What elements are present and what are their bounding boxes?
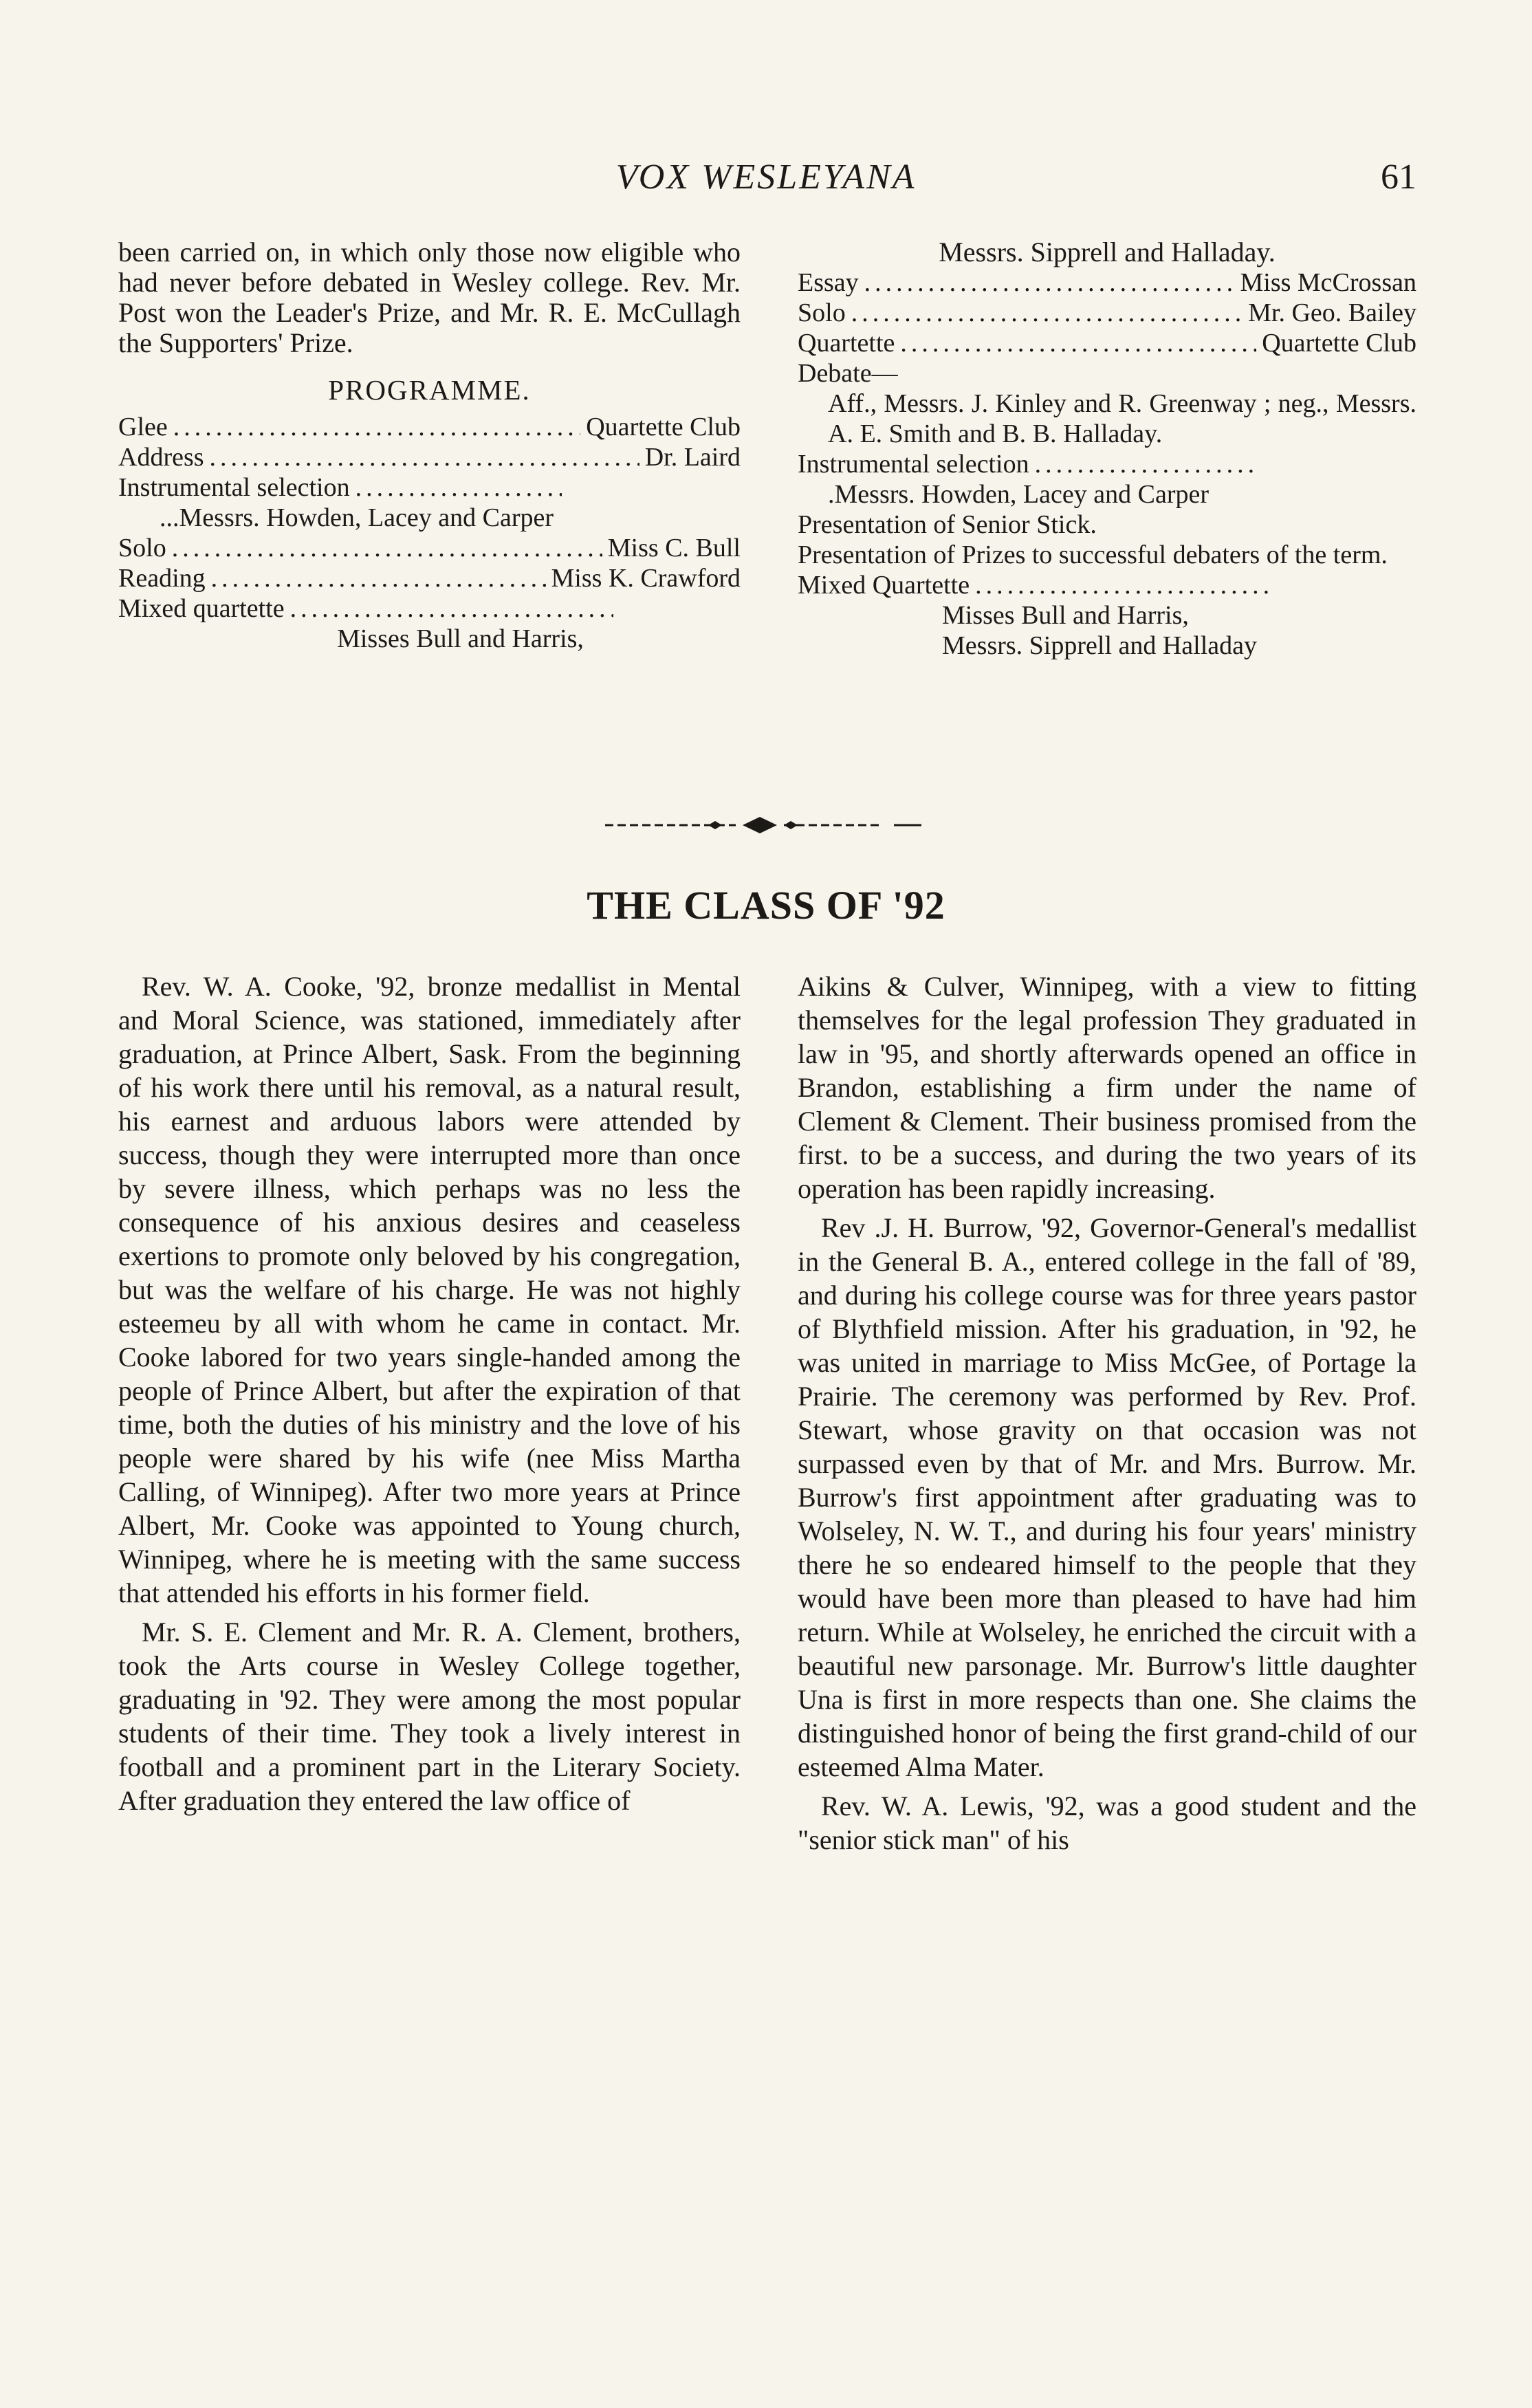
presentation-prizes: Presentation of Prizes to successful debaters of the term. bbox=[798, 540, 1388, 569]
article-column-left bbox=[118, 970, 741, 1817]
programme-item-label: Quartette bbox=[798, 329, 895, 358]
programme-item bbox=[118, 563, 741, 593]
section-title: THE CLASS OF '92 bbox=[587, 883, 945, 928]
leader-dots bbox=[211, 563, 546, 593]
debate-intro-paragraph: been carried on, in which only those now eligible who had never before debated in Wesley college. Rev. Mr. Post won the Leader's Prize, and Mr. R. E. McCullagh the Supporters' Prize. bbox=[118, 237, 741, 358]
article-paragraph: Rev .J. H. Burrow, '92, Governor-General's medallist in the General B. A., entered college in the fall of '89, and during his college course was for three years pastor of Blythfield mission. After his graduation, in '92, he was united in marriage to Miss McGee, of Portage la Prairie. The ceremony was performed by Rev. Prof. Stewart, whose gravity on that occasion was not surpassed even by that of Mr. and Mrs. Burrow. Mr. Burrow's first appointment after graduating was to Wolseley, N. W. T., and during his four years' ministry there he so endeared himself to the people that they would have been more than pleased to have had him return. While at Wolseley, he enriched the circuit with a beautiful new parsonage. Mr. Burrow's little daughter Una is first in more respects than one. She claims the distinguished honor of being the first grand-child of our esteemed Alma Mater. bbox=[798, 1212, 1416, 1782]
programme-performers: Misses Bull and Harris, bbox=[337, 624, 584, 653]
programme-performers: Misses Bull and Harris, bbox=[942, 601, 1189, 630]
programme-item bbox=[118, 412, 741, 442]
programme-item bbox=[798, 570, 1416, 600]
programme-item-value: Quartette Club bbox=[1262, 329, 1416, 358]
journal-title: VOX WESLEYANA bbox=[615, 157, 917, 197]
programme-column-left bbox=[118, 237, 741, 654]
programme-item-label: Reading bbox=[118, 564, 206, 593]
presentation-senior-stick: Presentation of Senior Stick. bbox=[798, 510, 1097, 539]
programme-performers: Messrs. Sipprell and Halladay. bbox=[939, 237, 1276, 267]
running-head bbox=[0, 157, 1532, 205]
programme-item bbox=[798, 328, 1416, 358]
programme-item bbox=[798, 298, 1416, 328]
debate-label: Debate— bbox=[798, 359, 898, 388]
programme-item bbox=[118, 442, 741, 472]
article-column-right bbox=[798, 970, 1416, 1857]
programme-item-label: Glee bbox=[118, 413, 168, 441]
article-paragraph: Mr. S. E. Clement and Mr. R. A. Clement, brothers, took the Arts course in Wesley College together, graduating in '92. They were among the most popular students of their time. They took a lively interest in football and a prominent part in the Literary Society. After graduation they entered the law office of bbox=[118, 1617, 741, 1816]
programme-list-continued bbox=[798, 237, 1416, 661]
leader-dots bbox=[1035, 449, 1255, 479]
programme-item bbox=[118, 533, 741, 563]
leader-dots bbox=[290, 593, 613, 624]
leader-dots bbox=[355, 472, 562, 503]
programme-item-value: Miss McCrossan bbox=[1240, 268, 1416, 297]
leader-dots bbox=[172, 533, 602, 563]
leader-dots bbox=[864, 267, 1235, 298]
programme-item-value: Miss K. Crawford bbox=[551, 564, 741, 593]
programme-item bbox=[118, 593, 741, 624]
leader-dots bbox=[173, 412, 580, 442]
article-paragraph: Rev. W. A. Lewis, '92, was a good student and the "senior stick man" of his bbox=[798, 1791, 1416, 1855]
programme-item-value: Quartette Club bbox=[586, 413, 741, 441]
page-number: 61 bbox=[1381, 157, 1416, 197]
programme-item-label: Instrumental selection bbox=[118, 473, 350, 502]
programme-item-value: Dr. Laird bbox=[644, 443, 741, 472]
programme-item bbox=[798, 267, 1416, 298]
programme-performers: ...Messrs. Howden, Lacey and Carper bbox=[160, 503, 554, 532]
programme-item-value: Miss C. Bull bbox=[607, 534, 741, 562]
debate-participants: Aff., Messrs. J. Kinley and R. Greenway ; neg., Messrs. A. E. Smith and B. B. Halladay. bbox=[828, 389, 1416, 448]
leader-dots bbox=[975, 570, 1271, 600]
programme-item-label: Essay bbox=[798, 268, 859, 297]
leader-dots bbox=[900, 328, 1256, 358]
programme-item-label: Mixed Quartette bbox=[798, 571, 970, 600]
programme-column-right bbox=[798, 237, 1416, 661]
programme-item-value: Mr. Geo. Bailey bbox=[1248, 298, 1416, 327]
programme-item-label: Solo bbox=[798, 298, 846, 327]
programme-item bbox=[118, 472, 741, 503]
programme-item-label: Solo bbox=[118, 534, 166, 562]
programme-heading: PROGRAMME. bbox=[328, 374, 531, 406]
leader-dots bbox=[210, 442, 639, 472]
programme-item-label: Mixed quartette bbox=[118, 594, 285, 623]
programme-list bbox=[118, 412, 741, 654]
article-paragraph: Aikins & Culver, Winnipeg, with a view to fitting themselves for the legal profession They graduated in law in '95, and shortly afterwards opened an office in Brandon, establishing a firm under the name of Clement & Clement. Their business promised from the first. to be a success, and during the two years of its operation has been rapidly increasing. bbox=[798, 971, 1416, 1204]
programme-performers: .Messrs. Howden, Lacey and Carper bbox=[828, 480, 1209, 509]
programme-item-label: Address bbox=[118, 443, 204, 472]
programme-item-label: Instrumental selection bbox=[798, 450, 1029, 479]
programme-performers: Messrs. Sipprell and Halladay bbox=[942, 631, 1258, 660]
programme-item bbox=[798, 449, 1416, 479]
article-paragraph: Rev. W. A. Cooke, '92, bronze medallist in Mental and Moral Science, was stationed, immediately after graduation, at Prince Albert, Sask. From the beginning of his work there until his removal, as a natural result, his earnest and arduous labors were attended by success, though they were interrupted more than once by severe illness, which perhaps was no less the consequence of his anxious desires and ceaseless exertions to promote only beloved by his congregation, but was the welfare of his charge. He was not highly esteemeu by all with whom he came in contact. Mr. Cooke labored for two years single-handed among the people of Prince Albert, but after the expiration of that time, both the duties of his ministry and the love of his people were shared by his wife (nee Miss Martha Calling, of Winnipeg). After two more years at Prince Albert, Mr. Cooke was appointed to Young church, Winnipeg, where he is meeting with the same success that attended his efforts in his former field. bbox=[118, 971, 741, 1608]
leader-dots bbox=[851, 298, 1243, 328]
ornamental-divider bbox=[605, 815, 921, 835]
